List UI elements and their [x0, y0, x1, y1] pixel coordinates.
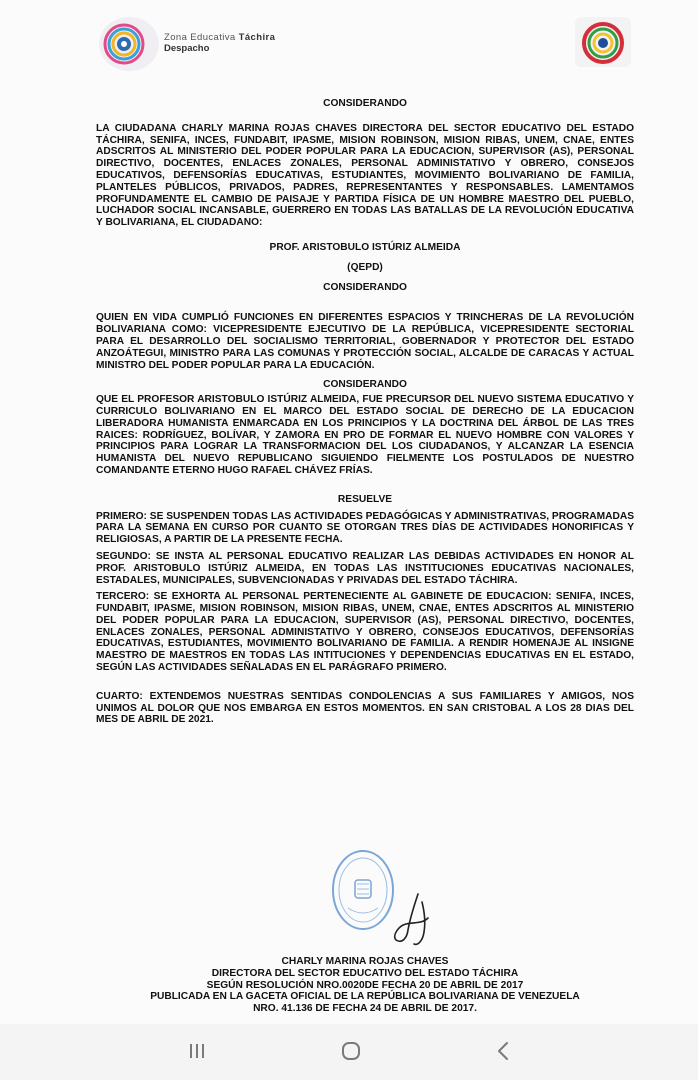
heading-considerando-2: CONSIDERANDO [323, 281, 407, 293]
letterhead [0, 0, 698, 80]
paragraph-1: LA CIUDADANA CHARLY MARINA ROJAS CHAVES DIRECTORA DEL SECTOR EDUCATIVO DEL ESTADO TÁCHIRA, SENIFA, INCES, FUNDABIT, IPASME, MISION ROBINSON, MISION RIBAS, UNEM, CNAE, ENTES ADSCRITOS AL MINISTERIO DEL PODER POPULAR PARA LA EDUCACION, SUPERVISOR (AS), PERSONAL DIRECTIVO, DOCENTES, ENLACES ZONALES, PERSONAL ADMINISTATIVO Y OBRERO, CONSEJOS EDUCATIVOS, DEFENSORÍAS EDUCATIVAS, ESTUDIANTES, MOVIMIENTO BOLIVARIANO DE FAMILIA, PLANTELES PÚBLICOS, PRIVADOS, PADRES, REPRESENTANTES Y RESPONSABLES. LAMENTAMOS PROFUNDAMENTE EL CAMBIO DE PAISAJE Y PARTIDA FÍSICA DE UN HOMBRE MAESTRO DEL PUEBLO, LUCHADOR SOCIAL INCANSABLE, GUERRERO EN TODAS LAS BATALLAS DE LA REVOLUCIÓN EDUCATIVA Y BOLIVARIANA, EL CIUDADANO: [96, 122, 634, 229]
signer-title: DIRECTORA DEL SECTOR EDUCATIVO DEL ESTADO TÁCHIRA [211, 967, 519, 979]
recents-button[interactable] [182, 1036, 212, 1066]
back-button[interactable] [488, 1036, 518, 1066]
gazette-number: NRO. 41.136 DE FECHA 24 DE ABRIL DE 2017. [253, 1003, 477, 1015]
despacho-label: Despacho [164, 43, 210, 54]
heading-resuelve: RESUELVE [337, 493, 393, 505]
paragraph-2: QUIEN EN VIDA CUMPLIÓ FUNCIONES EN DIFERENTES ESPACIOS Y TRINCHERAS DE LA REVOLUCIÓN BOLIVARIANA COMO: VICEPRESIDENTE EJECUTIVO DE LA REPÚBLICA, VICEPRESIDENTE SECTORIAL PARA EL DESARROLLO DEL SOCIALISMO TERRITORIAL, GOBERNADOR Y PROTECTOR DEL ESTADO ANZOÁTEGUI, MINISTRO PARA LAS COMUNAS Y PROTECCIÓN SOCIAL, ALCALDE DE CARACAS Y ACTUAL MINISTRO DEL PODER POPULAR PARA LA EDUCACIÓN. [96, 312, 634, 371]
paragraph-3: QUE EL PROFESOR ARISTOBULO ISTÚRIZ ALMEIDA, FUE PRECURSOR DEL NUEVO SISTEMA EDUCATIVO Y CURRICULO BOLIVARIANO EN EL MARCO DEL ESTADO SOCIAL DE DERECHO DE LA EDUCACION LIBERADORA HUMANISTA ENMARCADA EN LOS PRINCIPIOS Y LA DOCTRINA DEL ÁRBOL DE LAS TRES RAICES: RODRÍGUEZ, BOLÍVAR, Y ZAMORA EN PRO DE FORMAR EL NUEVO HOMBRE CON VALORES Y PRINCIPIOS PARA LOGRAR LA TRANSFORMACION DEL LOS CIUDADANOS, Y ALCANZAR LA ESENCIA HUMANISTA DEL NUEVO REPUBLICANO SIGUIENDO FIELMENTE LOS POSTULADOS DE NUESTRO COMANDANTE ETERNO HUGO RAFAEL CHÁVEZ FRÍAS. [96, 394, 634, 476]
resolution-segundo: SEGUNDO: SE INSTA AL PERSONAL EDUCATIVO REALIZAR LAS DEBIDAS ACTIVIDADES EN HONOR AL PROF. ARISTOBULO ISTÚRIZ ALMEIDA, EN TODAS LAS INSTITUCIONES EDUCATIVAS NACIONALES, ESTADALES, MUNICIPALES, SUBVENCIONADAS Y PRIVADAS DEL ESTADO TÁCHIRA. [96, 550, 634, 586]
resolution-reference: SEGÚN RESOLUCIÓN NRO.0020DE FECHA 20 DE ABRIL DE 2017 [206, 979, 524, 991]
handwritten-signature [388, 890, 440, 948]
signature-block [96, 956, 634, 1015]
honoree-name: PROF. ARISTOBULO ISTÚRIZ ALMEIDA [269, 241, 461, 253]
heading-considerando-1: CONSIDERANDO [323, 98, 407, 109]
ministry-logo [574, 16, 632, 68]
back-icon [496, 1041, 510, 1061]
qepd-label: (QEPD) [347, 261, 383, 273]
brand-text [164, 32, 275, 54]
heading-considerando-3: CONSIDERANDO [323, 379, 407, 391]
zona-state: Táchira [238, 32, 276, 43]
zona-educativa-logo [98, 16, 160, 72]
signer-name: CHARLY MARINA ROJAS CHAVES [281, 956, 449, 967]
resolution-tercero: TERCERO: SE EXHORTA AL PERSONAL PERTENECIENTE AL GABINETE DE EDUCACION: SENIFA, INCES, FUNDABIT, IPASME, MISION ROBINSON, MISION RIBAS, UNEM, CNAE, ENTES ADSCRITOS AL MINISTERIO DEL PODER POPULAR PARA LA EDUCACION, SUPERVISOR (AS), PERSONAL DIRECTIVO, DOCENTES, ENLACES ZONALES, PERSONAL ADMINISTATIVO Y OBRERO, CONSEJOS EDUCATIVOS, DEFENSORÍAS EDUCATIVAS, ESTUDIANTES, MOVIMIENTO BOLIVARIANO DE FAMILIA. A RENDIR HOMENAJE AL INSIGNE MAESTRO DE MAESTROS EN TODAS LAS INTITUCIONES Y DEPENDENCIAS EDUCATIVAS EN EL ESTADO, SEGÚN LAS ACTIVIDADES SEÑALADAS EN EL PARÁGRAFO PRIMERO. [96, 591, 634, 674]
home-icon [341, 1041, 361, 1061]
system-navigation-bar [0, 1024, 698, 1080]
resolution-primero: PRIMERO: SE SUSPENDEN TODAS LAS ACTIVIDADES PEDAGÓGICAS Y ADMINISTRATIVAS, PROGRAMADAS PARA LA SEMANA EN CURSO POR CUANTO SE OTORGAN TRES DÍAS DE ACTIVIDADES HONORIFICAS Y RELIGIOSAS, A PARTIR DE LA PRESENTE FECHA. [96, 510, 634, 546]
gazette-reference: PUBLICADA EN LA GACETA OFICIAL DE LA REPÚBLICA BOLIVARIANA DE VENEZUELA [150, 991, 580, 1003]
official-stamp [330, 848, 396, 932]
zona-prefix: Zona Educativa [164, 32, 236, 43]
document-body [96, 98, 634, 726]
resolution-cuarto: CUARTO: EXTENDEMOS NUESTRAS SENTIDAS CONDOLENCIAS A SUS FAMILIARES Y AMIGOS, NOS UNIMOS AL DOLOR QUE NOS EMBARGA EN ESTOS MOMENTOS. EN SAN CRISTOBAL A LOS 28 DIAS DEL MES DE ABRIL DE 2021. [96, 690, 634, 726]
home-button[interactable] [336, 1036, 366, 1066]
recents-icon [188, 1043, 206, 1059]
